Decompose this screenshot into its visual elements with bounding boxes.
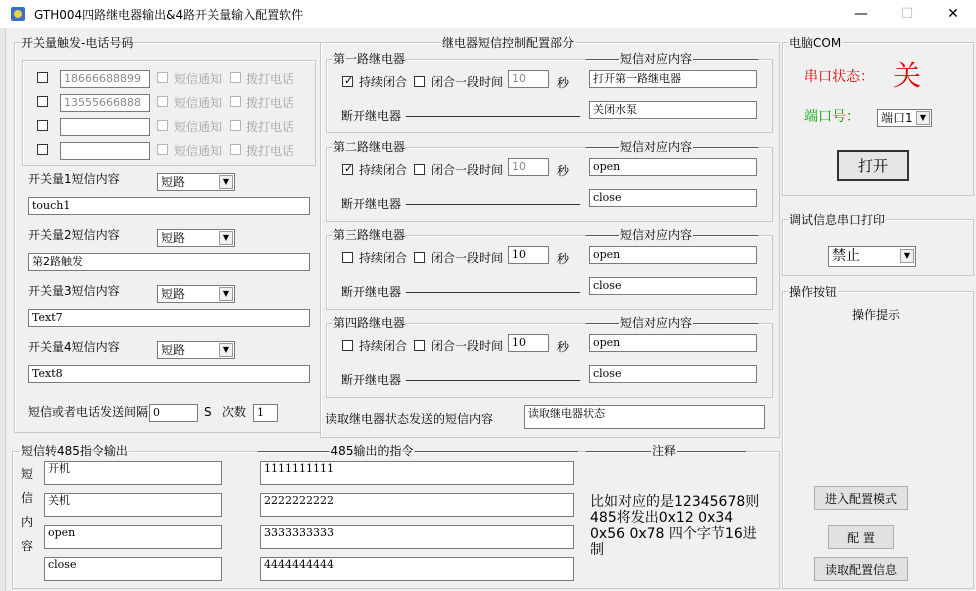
relay-legend: 第一路继电器 (333, 52, 406, 66)
relay-legend: 第三路继电器 (333, 228, 406, 242)
disconnect-underline (406, 116, 580, 117)
switch-mode-value: 短路 (161, 231, 186, 245)
close-period-label: 闭合一段时间 (431, 163, 504, 177)
serial-status-label: 串口状态： (804, 69, 874, 85)
chevron-down-icon: ▼ (219, 231, 233, 245)
close-period-input[interactable]: 10 (508, 70, 549, 88)
phone-number-input[interactable]: 18666688899 (60, 70, 150, 88)
close-period-label: 闭合一段时间 (431, 75, 504, 89)
relay-section-legend: 继电器短信控制配置部分 (441, 36, 575, 50)
app-icon (10, 6, 26, 22)
rs485-sms-input[interactable]: 开机 (44, 461, 222, 485)
sms-content-side-label: 内 (21, 515, 34, 529)
phone-number-input[interactable] (60, 118, 150, 136)
debug-select-value: 禁止 (832, 248, 860, 264)
interval-label: 短信或者电话发送间隔 (28, 405, 149, 419)
rs485-command-input[interactable]: 1111111111 (260, 461, 574, 485)
phone-enable-checkbox[interactable] (37, 72, 48, 83)
chevron-down-icon: ▼ (219, 343, 233, 357)
rs485-note-legend: 注释 (651, 444, 677, 458)
close-period-checkbox[interactable] (414, 164, 425, 175)
phone-number-input[interactable] (60, 142, 150, 160)
debug-group-legend: 调试信息串口打印 (789, 213, 886, 227)
rs485-command-input[interactable]: 4444444444 (260, 557, 574, 581)
sms-notify-checkbox[interactable] (157, 120, 168, 131)
call-checkbox[interactable] (230, 72, 241, 83)
chevron-down-icon: ▼ (916, 111, 930, 125)
port-select-value: 端口1 (881, 111, 913, 125)
chevron-down-icon: ▼ (900, 249, 914, 263)
open-port-button[interactable]: 打开 (837, 150, 909, 181)
operation-hint: 操作提示 (852, 308, 901, 322)
sms-notify-checkbox[interactable] (157, 96, 168, 107)
close-period-label: 闭合一段时间 (431, 251, 504, 265)
count-input[interactable]: 1 (253, 404, 278, 422)
sms-content-side-label: 容 (21, 539, 34, 553)
phone-number-input[interactable]: 13555666888 (60, 94, 150, 112)
seconds-unit: 秒 (557, 76, 570, 90)
port-label: 端口号： (804, 109, 860, 125)
relay-sms-legend: 短信对应内容 (619, 52, 693, 66)
check-icon: ✓ (344, 74, 354, 87)
switch-mode-select[interactable] (157, 229, 235, 247)
phone-enable-checkbox[interactable] (37, 144, 48, 155)
switch-sms-input[interactable]: Text8 (28, 365, 310, 383)
rs485-sms-input[interactable]: open (44, 525, 222, 549)
close-sms-input[interactable]: 关闭水泵 (589, 101, 757, 119)
sms-notify-checkbox[interactable] (157, 144, 168, 155)
keep-closed-label: 持续闭合 (359, 251, 408, 265)
rs485-command-input[interactable]: 2222222222 (260, 493, 574, 517)
debug-select[interactable] (828, 246, 916, 267)
close-period-checkbox[interactable] (414, 340, 425, 351)
sms-content-side-label: 信 (21, 491, 34, 505)
switch-sms-input[interactable]: Text7 (28, 309, 310, 327)
call-checkbox[interactable] (230, 144, 241, 155)
keep-closed-checkbox[interactable] (342, 164, 353, 175)
rs485-command-input[interactable]: 3333333333 (260, 525, 574, 549)
disconnect-underline (406, 204, 580, 205)
switch-mode-select[interactable] (157, 285, 235, 303)
sms-content-side-label: 短 (21, 467, 34, 481)
chevron-down-icon: ▼ (219, 287, 233, 301)
read-config-button[interactable]: 读取配置信息 (814, 557, 908, 581)
rs485-sms-input[interactable]: 关机 (44, 493, 222, 517)
close-sms-input[interactable]: close (589, 365, 757, 383)
seconds-unit: 秒 (557, 340, 570, 354)
close-sms-input[interactable]: close (589, 189, 757, 207)
disconnect-relay-label: 断开继电器 (341, 373, 402, 387)
minimize-button[interactable]: — (854, 6, 868, 22)
sms-notify-checkbox[interactable] (157, 72, 168, 83)
disconnect-relay-label: 断开继电器 (341, 109, 402, 123)
switch-mode-value: 短路 (161, 343, 186, 357)
serial-status-value: 关 (893, 59, 922, 92)
disconnect-underline (406, 292, 580, 293)
relay-sms-legend: 短信对应内容 (619, 140, 693, 154)
switch-sms-input[interactable]: 第2路触发 (28, 253, 310, 271)
call-checkbox[interactable] (230, 96, 241, 107)
switch-sms-label: 开关量4短信内容 (28, 340, 120, 354)
interval-unit: S (204, 405, 212, 419)
read-status-input[interactable]: 读取继电器状态 (524, 405, 765, 429)
sms-notify-label: 短信通知 (174, 144, 223, 158)
seconds-unit: 秒 (557, 252, 570, 266)
close-period-input[interactable]: 10 (508, 158, 549, 176)
keep-closed-label: 持续闭合 (359, 163, 408, 177)
open-sms-input[interactable]: open (589, 158, 757, 176)
disconnect-relay-label: 断开继电器 (341, 285, 402, 299)
relay-sms-legend: 短信对应内容 (619, 228, 693, 242)
disconnect-underline (406, 380, 580, 381)
rs485-out-legend: 485输出的指令 (330, 444, 414, 458)
port-select[interactable] (877, 109, 932, 127)
keep-closed-checkbox[interactable] (342, 340, 353, 351)
config-button[interactable]: 配 置 (828, 525, 894, 549)
disconnect-relay-label: 断开继电器 (341, 197, 402, 211)
keep-closed-label: 持续闭合 (359, 75, 408, 89)
close-period-checkbox[interactable] (414, 252, 425, 263)
open-sms-input[interactable]: open (589, 334, 757, 352)
phone-enable-checkbox[interactable] (37, 120, 48, 131)
rs485-out-line (258, 451, 578, 452)
chevron-down-icon: ▼ (219, 175, 233, 189)
ops-group-legend: 操作按钮 (789, 285, 838, 299)
sms-notify-label: 短信通知 (174, 96, 223, 110)
read-status-label: 读取继电器状态发送的短信内容 (325, 412, 494, 426)
close-period-label: 闭合一段时间 (431, 339, 504, 353)
rs485-sms-input[interactable]: close (44, 557, 222, 581)
phone-enable-checkbox[interactable] (37, 96, 48, 107)
call-checkbox[interactable] (230, 120, 241, 131)
com-group-legend: 电脑COM (789, 36, 842, 50)
switch-mode-select[interactable] (157, 341, 235, 359)
keep-closed-checkbox[interactable] (342, 252, 353, 263)
close-period-checkbox[interactable] (414, 76, 425, 87)
keep-closed-label: 持续闭合 (359, 339, 408, 353)
switch-sms-label: 开关量2短信内容 (28, 228, 120, 242)
interval-input[interactable]: 0 (149, 404, 198, 422)
close-period-input[interactable]: 10 (508, 334, 549, 352)
enter-config-mode-button[interactable]: 进入配置模式 (814, 486, 908, 510)
call-label: 拨打电话 (246, 144, 295, 158)
check-icon: ✓ (344, 162, 354, 175)
switch-sms-input[interactable]: touch1 (28, 197, 310, 215)
switch-mode-select[interactable] (157, 173, 235, 191)
close-period-input[interactable]: 10 (508, 246, 549, 264)
sms-notify-label: 短信通知 (174, 72, 223, 86)
switch-sms-label: 开关量1短信内容 (28, 172, 120, 186)
rs485-note-text: 比如对应的是12345678则485将发出0x12 0x34 0x56 0x78 四个字节16进制 (590, 494, 760, 558)
relay-sms-legend: 短信对应内容 (619, 316, 693, 330)
open-sms-input[interactable]: 打开第一路继电器 (589, 70, 757, 88)
switch-mode-value: 短路 (161, 175, 186, 189)
sms-notify-label: 短信通知 (174, 120, 223, 134)
call-label: 拨打电话 (246, 120, 295, 134)
maximize-button[interactable]: ☐ (900, 6, 914, 22)
call-label: 拨打电话 (246, 72, 295, 86)
rs485-group-legend: 短信转485指令输出 (21, 444, 128, 458)
relay-legend: 第二路继电器 (333, 140, 406, 154)
window-title: GTH004四路继电器输出&4路开关量输入配置软件 (34, 8, 304, 22)
call-label: 拨打电话 (246, 96, 295, 110)
count-label: 次数 (222, 405, 247, 419)
switch-group-legend: 开关量触发-电话号码 (21, 36, 134, 50)
switch-sms-label: 开关量3短信内容 (28, 284, 120, 298)
switch-mode-value: 短路 (161, 287, 186, 301)
left-edge (0, 28, 6, 591)
close-sms-input[interactable]: close (589, 277, 757, 295)
keep-closed-checkbox[interactable] (342, 76, 353, 87)
close-button[interactable]: ✕ (947, 6, 959, 22)
open-sms-input[interactable]: open (589, 246, 757, 264)
relay-legend: 第四路继电器 (333, 316, 406, 330)
seconds-unit: 秒 (557, 164, 570, 178)
